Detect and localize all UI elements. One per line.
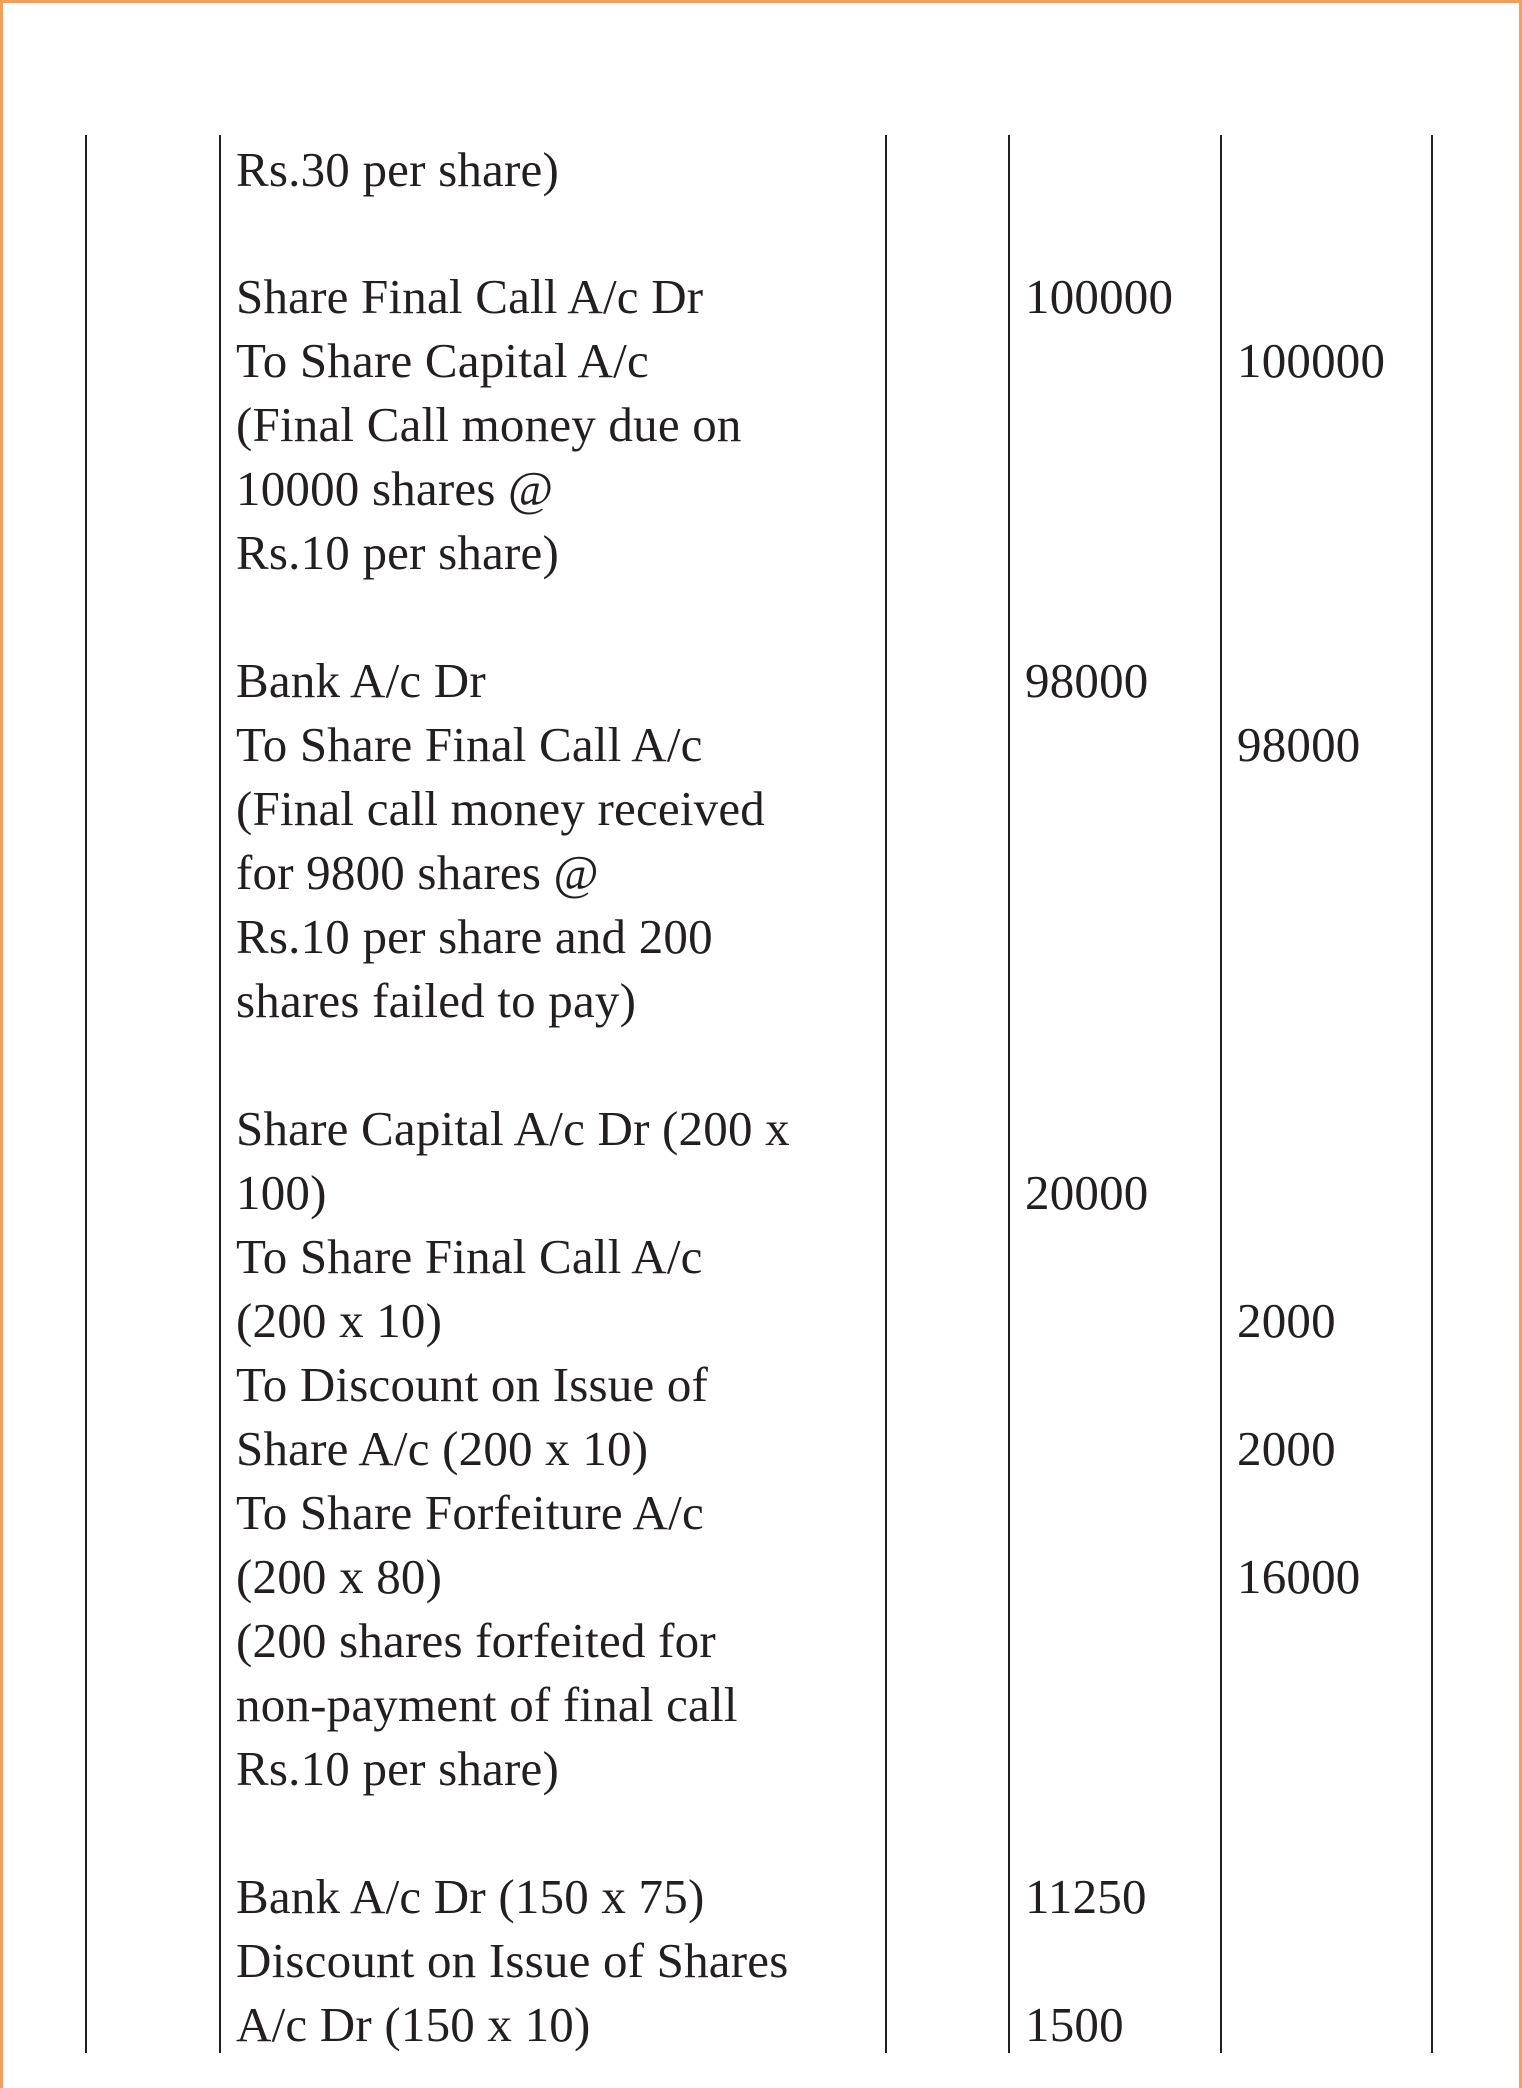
narration-line: (200 x 80) [236,1549,443,1604]
narration-line: (Final Call money due on [236,397,742,452]
debit-amount: 1500 [1025,1997,1124,2052]
narration-line: Share Capital A/c Dr (200 x [236,1101,790,1156]
debit-amount: 98000 [1025,653,1149,708]
narration-line: Share A/c (200 x 10) [236,1421,649,1476]
narration-line: (Final call money received [236,781,766,836]
narration-line: (200 x 10) [236,1293,443,1348]
credit-amount: 2000 [1237,1293,1336,1348]
narration-line: for 9800 shares @ [236,845,599,900]
narration-line: A/c Dr (150 x 10) [236,1997,591,2052]
credit-amount: 2000 [1237,1421,1336,1476]
credit-amount: 100000 [1237,333,1386,388]
narration-line: shares failed to pay) [236,973,637,1028]
credit-amount: 98000 [1237,717,1361,772]
narration-line: (200 shares forfeited for [236,1613,716,1668]
column-rule-credit-left [1220,135,1222,2053]
debit-amount: 20000 [1025,1165,1149,1220]
column-rule-debit-left [1008,135,1010,2053]
narration-line: To Share Final Call A/c [236,1229,703,1284]
narration-line: 10000 shares @ [236,461,554,516]
narration-line: Rs.10 per share) [236,1741,559,1796]
column-rule-credit-right [1431,135,1433,2053]
narration-line: Bank A/c Dr (150 x 75) [236,1869,705,1924]
narration-line: Share Final Call A/c Dr [236,269,704,324]
debit-amount: 100000 [1025,269,1174,324]
narration-line: Rs.10 per share and 200 [236,909,713,964]
narration-line: To Share Final Call A/c [236,717,703,772]
column-rule-particulars-left [219,135,221,2053]
narration-line: To Share Forfeiture A/c [236,1485,704,1540]
debit-amount: 11250 [1025,1869,1147,1924]
column-rule-lf-left [885,135,887,2053]
narration-line: non-payment of final call [236,1677,738,1732]
narration-line: To Discount on Issue of [236,1357,709,1412]
narration-line: Bank A/c Dr [236,653,486,708]
narration-line: To Share Capital A/c [236,333,649,388]
narration-line: Discount on Issue of Shares [236,1933,789,1988]
narration-line: 100) [236,1165,327,1220]
narration-line: Rs.10 per share) [236,525,559,580]
narration-line: Rs.30 per share) [236,142,559,197]
column-rule-date-left [85,135,87,2053]
credit-amount: 16000 [1237,1549,1361,1604]
